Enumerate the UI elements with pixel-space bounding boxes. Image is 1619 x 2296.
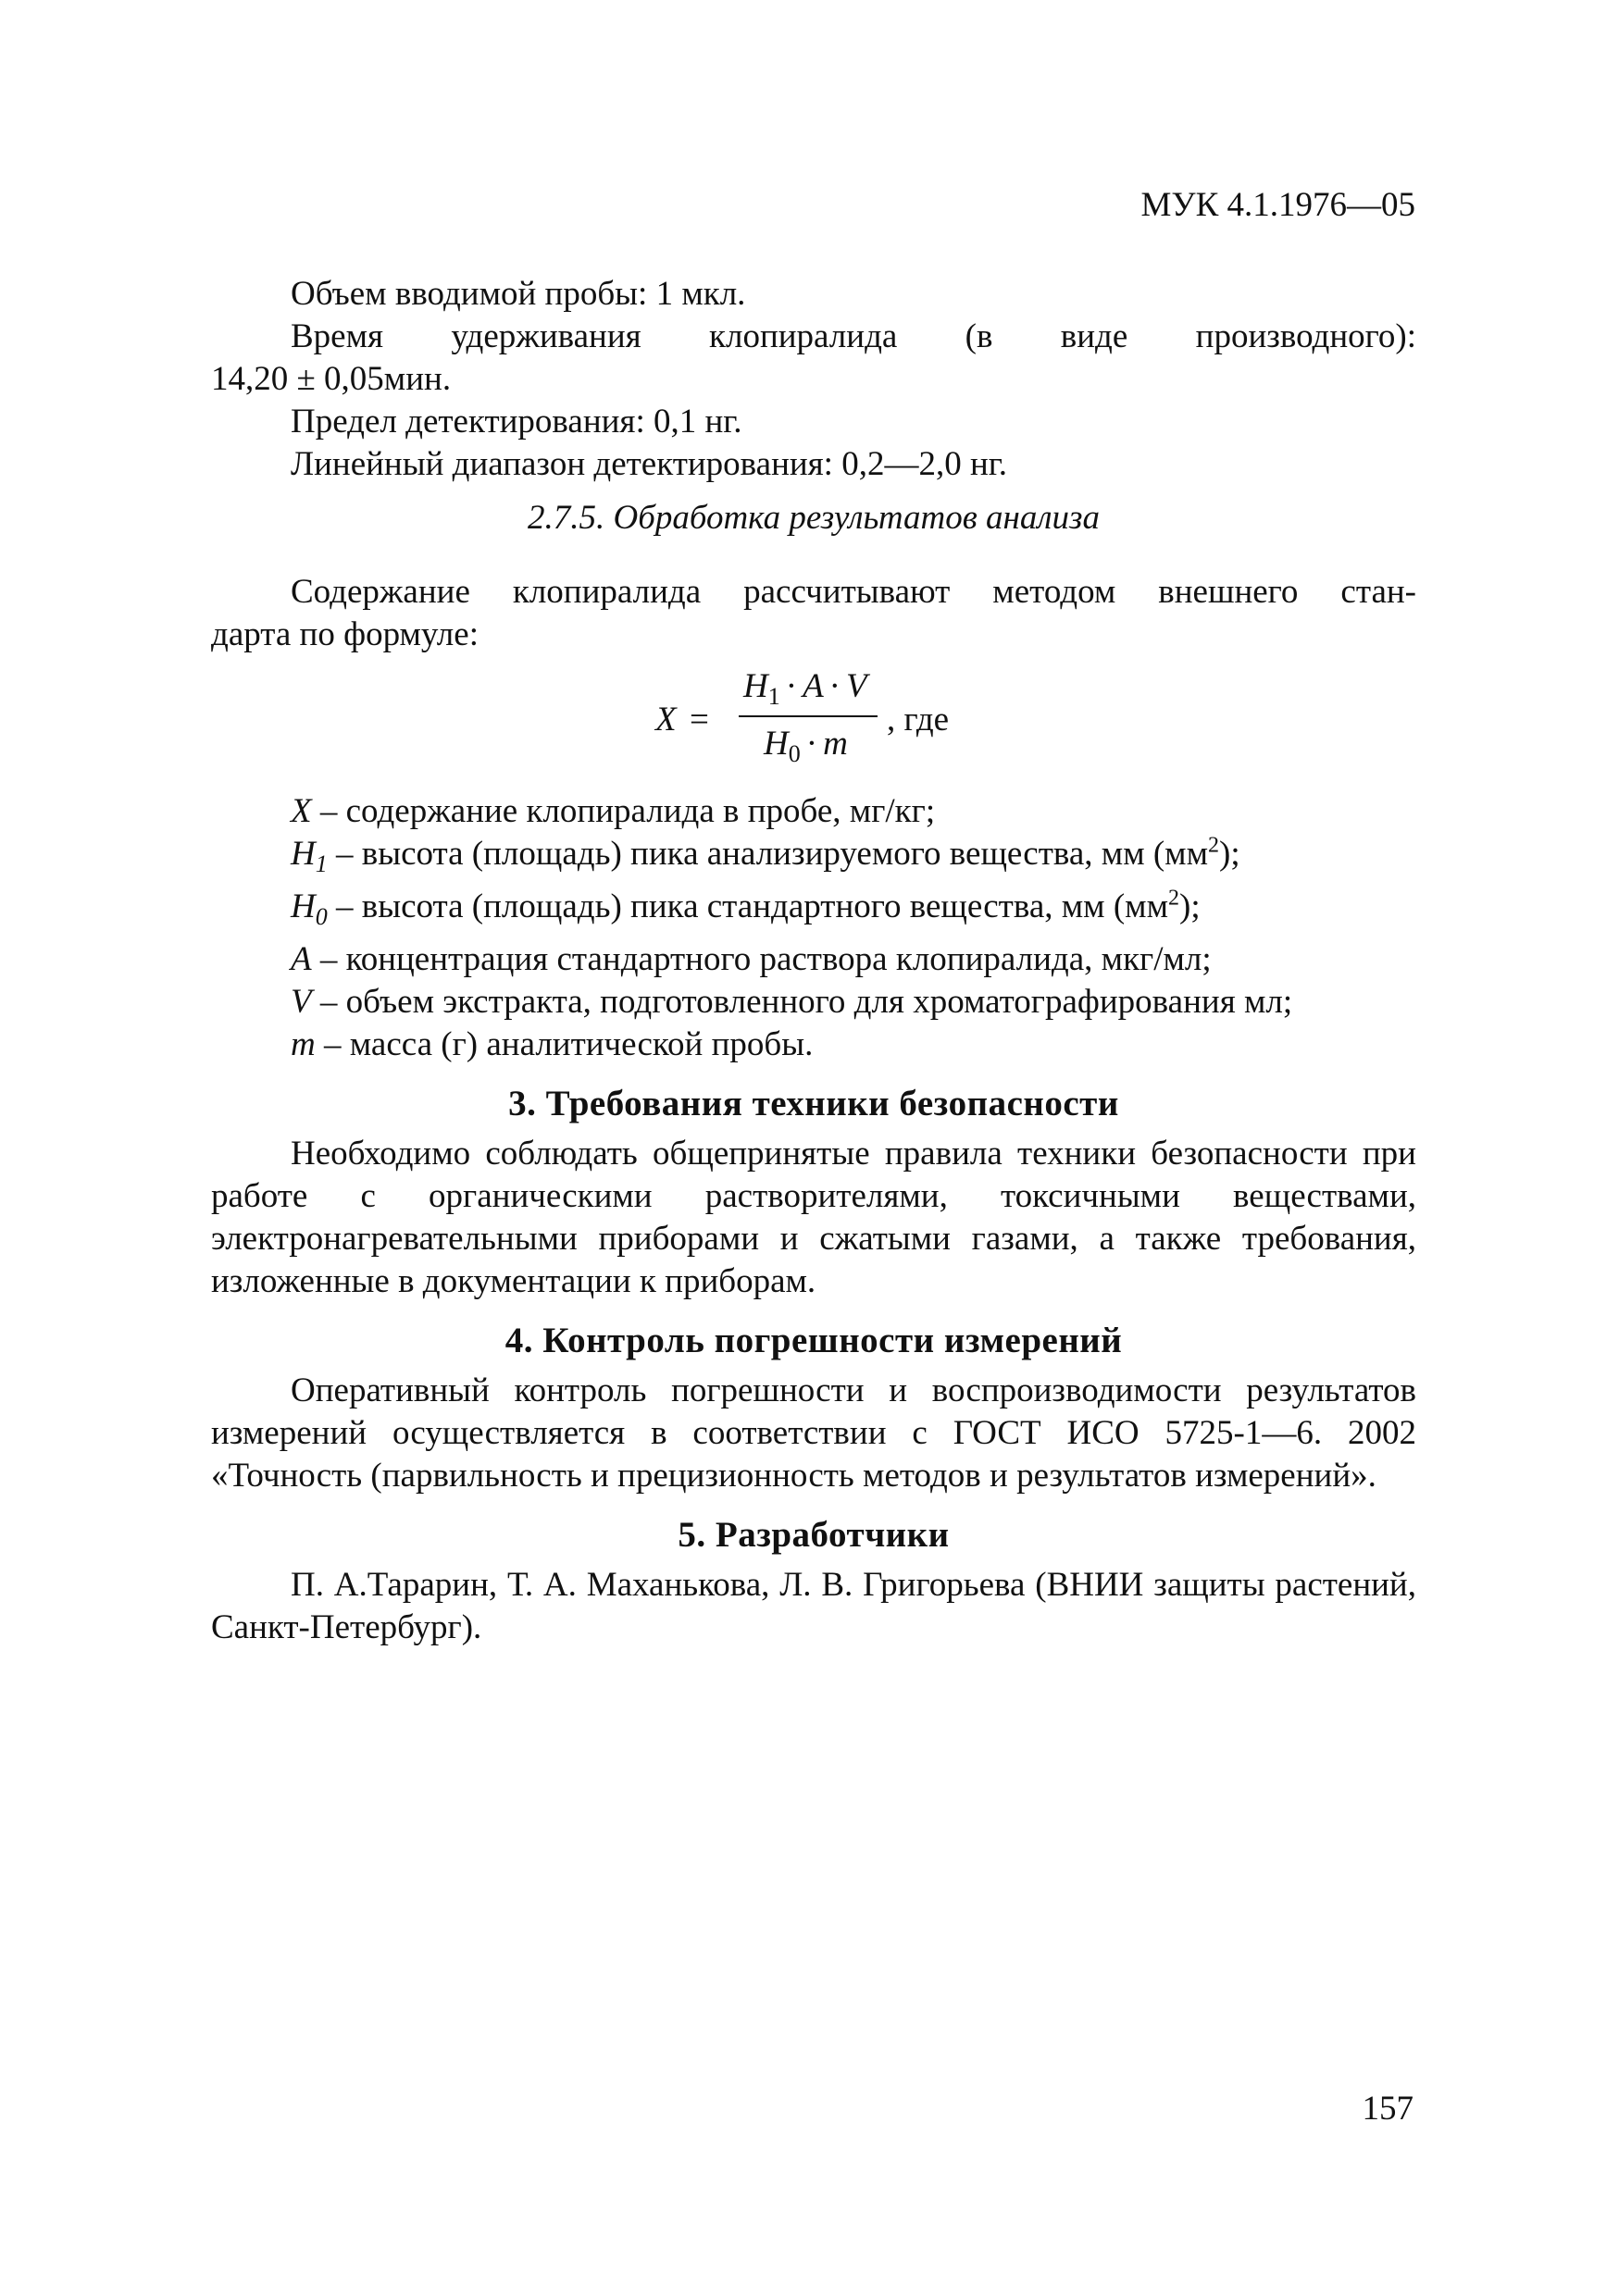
def-sup: 2: [1208, 833, 1220, 858]
numerator-dot-2: ·: [828, 667, 841, 705]
definition-item: [211, 833, 1416, 886]
page-body: [211, 273, 1416, 1649]
numerator-a: A: [803, 667, 824, 705]
def-text: – объем экстракта, подготовленного для хроматографирования мл;: [311, 983, 1293, 1021]
numerator-h-subscript: 1: [767, 683, 780, 710]
formula-numerator: [743, 665, 867, 718]
numerator-h: H: [743, 667, 768, 705]
retention-time-line1: Время удерживания клопиралида (в виде производного):: [291, 317, 1416, 355]
subsection-title: 2.7.5. Обработка результатов анализа: [528, 499, 1100, 537]
def-text: – масса (г) аналитической пробы.: [315, 1025, 814, 1063]
calc-intro-line1: Содержание клопиралида рассчитывают методом внешнего стан-: [291, 573, 1416, 611]
definition-item: [211, 981, 1416, 1024]
detection-limit: Предел детектирования: 0,1 нг.: [291, 403, 742, 441]
definition-item: [211, 1024, 1416, 1066]
def-text: – высота (площадь) пика анализируемого вещества, мм (мм: [327, 835, 1209, 873]
denominator-dot: ·: [805, 725, 818, 763]
formula: [211, 665, 1416, 772]
document-code: МУК 4.1.1976—05: [1140, 186, 1415, 224]
injection-volume: Объем вводимой пробы: 1 мкл.: [291, 275, 746, 313]
section-5-title: 5. Разработчики: [678, 1515, 950, 1555]
def-text: – концентрация стандартного раствора клопиралида, мкг/мл;: [311, 940, 1212, 978]
section-3-title: 3. Требования техники безопасности: [508, 1084, 1119, 1123]
formula-lhs: X: [655, 701, 677, 738]
def-text: – содержание клопиралида в пробе, мг/кг;: [311, 792, 936, 830]
numerator-dot-1: ·: [785, 667, 798, 705]
section-5-text: П. А.Тарарин, Т. А. Маханькова, Л. В. Григорьева (ВНИИ защиты растений, Санкт-Петербург).: [211, 1566, 1416, 1646]
def-var: X: [291, 792, 312, 830]
def-sub: 0: [315, 903, 328, 930]
def-sub: 1: [315, 850, 328, 877]
definition-item: [211, 938, 1416, 981]
calc-intro-line2: дарта по формуле:: [211, 615, 479, 653]
definition-item: [211, 886, 1416, 938]
def-var: V: [291, 983, 312, 1021]
numerator-v: V: [846, 667, 867, 705]
def-var: H: [291, 887, 316, 925]
def-tail: );: [1179, 887, 1201, 925]
definition-item: [211, 790, 1416, 833]
section-4-title: 4. Контроль погрешности измерений: [504, 1321, 1123, 1360]
def-tail: );: [1219, 835, 1240, 873]
denominator-m: m: [823, 725, 848, 763]
def-var: A: [291, 940, 312, 978]
formula-denominator: [764, 723, 848, 776]
section-4-text: Оперативный контроль погрешности и воспроизводимости результатов измерений осуществляется в соответствии с ГОСТ ИСО 5725-1—6. 2002 «Точность (парвильность и прецизионность методов и результатов измерений».: [211, 1371, 1416, 1495]
linear-range: Линейный диапазон детектирования: 0,2—2,0 нг.: [291, 445, 1008, 483]
def-var: m: [291, 1025, 316, 1063]
retention-time-line2: 14,20 ± 0,05мин.: [211, 360, 452, 398]
formula-where: , где: [887, 701, 950, 738]
formula-equals: =: [690, 701, 709, 738]
denominator-h: H: [764, 725, 789, 763]
fraction-bar: [739, 715, 878, 717]
def-var: H: [291, 835, 316, 873]
section-3-text: Необходимо соблюдать общепринятые правила техники безопасности при работе с органическими растворителями, токсичными веществами, электронагревательными приборами и сжатыми газами, а также требования, изложенные в документации к приборам.: [211, 1135, 1416, 1300]
page-number: 157: [1362, 2090, 1414, 2128]
def-sup: 2: [1168, 886, 1179, 911]
denominator-h-subscript: 0: [788, 740, 801, 767]
def-text: – высота (площадь) пика стандартного вещества, мм (мм: [327, 887, 1168, 925]
